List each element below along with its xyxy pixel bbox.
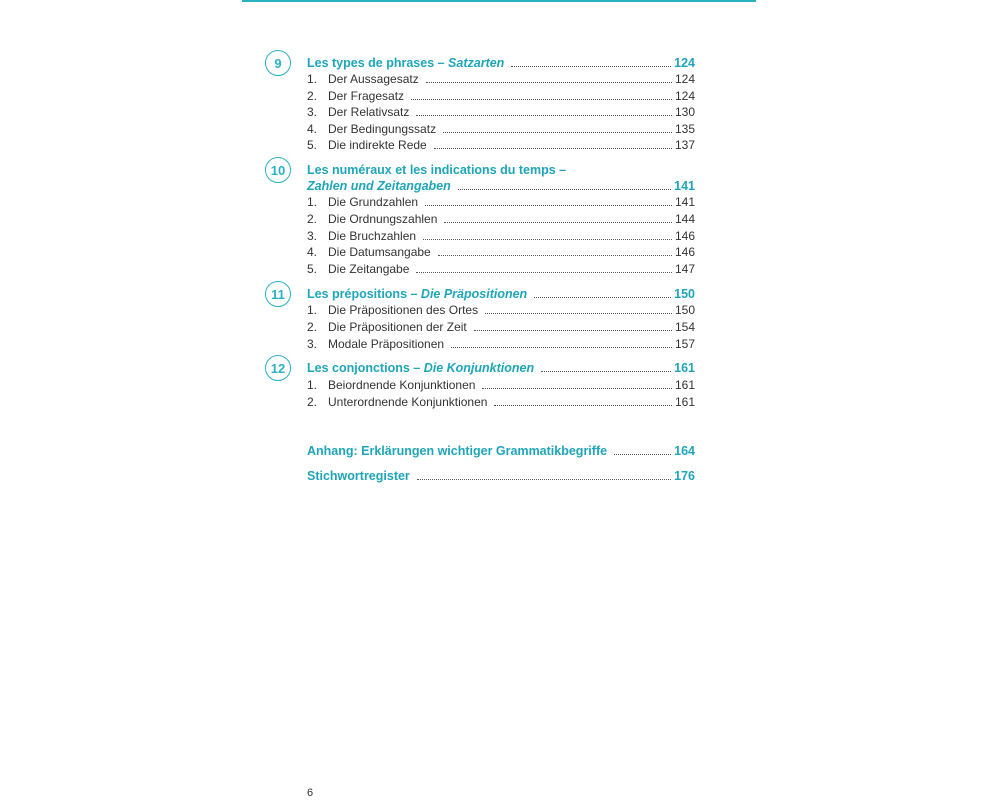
page-ref: 161	[674, 361, 695, 375]
appendix-label: Anhang: Erklärungen wichtiger Grammatikbegriffe	[307, 444, 608, 458]
dot-leader	[425, 205, 672, 206]
dot-leader	[451, 347, 672, 348]
toc-entry[interactable]	[307, 244, 695, 260]
dot-leader	[482, 388, 672, 389]
dot-leader	[416, 272, 672, 273]
page-ref: 150	[674, 287, 695, 301]
entry-label: Die Präpositionen des Ortes	[328, 303, 479, 317]
page-ref: 124	[674, 89, 695, 103]
page-ref: 147	[674, 262, 695, 276]
toc-entry[interactable]	[307, 228, 695, 244]
dot-leader	[434, 148, 672, 149]
entry-label: Die Zeitangabe	[328, 262, 410, 276]
chapter-title	[307, 55, 504, 71]
entry-number: 4.	[307, 122, 318, 136]
dot-leader	[511, 66, 671, 67]
dot-leader	[485, 313, 672, 314]
page-ref: 161	[674, 395, 695, 409]
chapter-title-line[interactable]: Les numéraux et les indications du temps –	[307, 163, 567, 177]
dot-leader	[438, 255, 672, 256]
entry-number: 3.	[307, 337, 318, 351]
toc-entry[interactable]	[307, 261, 695, 277]
page-ref: 144	[674, 212, 695, 226]
page-ref: 124	[674, 56, 695, 70]
chapter-title-text: Les prépositions –	[307, 287, 421, 301]
page-ref: 130	[674, 105, 695, 119]
index-row[interactable]	[307, 468, 695, 484]
page-ref: 137	[674, 138, 695, 152]
index-label: Stichwortregister	[307, 469, 410, 483]
toc-entry[interactable]	[307, 336, 695, 352]
chapter-title-text: Les types de phrases –	[307, 56, 449, 70]
dot-leader	[443, 132, 672, 133]
entry-number: 2.	[307, 395, 318, 409]
entry-label: Beiordnende Konjunktionen	[328, 378, 476, 392]
entry-label: Unterordnende Konjunktionen	[328, 395, 488, 409]
entry-label: Der Bedingungssatz	[328, 122, 437, 136]
chapter-title	[307, 286, 527, 302]
entry-label: Die indirekte Rede	[328, 138, 427, 152]
dot-leader	[423, 239, 672, 240]
page-ref: 150	[674, 303, 695, 317]
toc-entry[interactable]	[307, 394, 695, 410]
entry-number: 5.	[307, 138, 318, 152]
toc-entry[interactable]	[307, 319, 695, 335]
page-ref: 141	[674, 179, 695, 193]
entry-label: Der Aussagesatz	[328, 72, 419, 86]
dot-leader	[541, 371, 671, 372]
entry-label: Die Grundzahlen	[328, 195, 419, 209]
toc-entry[interactable]	[307, 194, 695, 210]
entry-label: Die Bruchzahlen	[328, 229, 417, 243]
dot-leader	[458, 189, 671, 190]
entry-label: Die Ordnungszahlen	[328, 212, 438, 226]
page-ref: 176	[674, 469, 695, 483]
top-rule	[242, 0, 756, 2]
page-ref: 157	[674, 337, 695, 351]
dot-leader	[494, 405, 672, 406]
page-ref: 146	[674, 229, 695, 243]
dot-leader	[444, 222, 672, 223]
entry-number: 5.	[307, 262, 318, 276]
toc-entry[interactable]	[307, 211, 695, 227]
chapter-number-badge: 10	[265, 157, 291, 183]
page-ref: 161	[674, 378, 695, 392]
chapter-title-italic: Die Konjunktionen	[423, 361, 535, 375]
toc-entry[interactable]	[307, 121, 695, 137]
dot-leader	[416, 115, 672, 116]
chapter-title-row[interactable]	[307, 178, 695, 194]
dot-leader	[614, 454, 671, 455]
toc-entry[interactable]	[307, 137, 695, 153]
entry-label: Der Fragesatz	[328, 89, 405, 103]
chapter-title-row[interactable]	[307, 286, 695, 302]
entry-number: 1.	[307, 72, 318, 86]
dot-leader	[411, 99, 672, 100]
entry-number: 3.	[307, 105, 318, 119]
page-ref: 141	[674, 195, 695, 209]
page-ref: 146	[674, 245, 695, 259]
entry-number: 1.	[307, 378, 318, 392]
chapter-title-italic: Zahlen und Zeitangaben	[307, 179, 451, 193]
chapter-number-badge: 12	[265, 355, 291, 381]
page-ref: 164	[674, 444, 695, 458]
dot-leader	[534, 297, 671, 298]
page-ref: 135	[674, 122, 695, 136]
page-ref: 154	[674, 320, 695, 334]
chapter-title-text: Les conjonctions –	[307, 361, 424, 375]
entry-number: 4.	[307, 245, 318, 259]
toc-entry[interactable]	[307, 377, 695, 393]
toc-entry[interactable]	[307, 88, 695, 104]
chapter-title-italic: Die Präpositionen	[420, 287, 528, 301]
entry-number: 3.	[307, 229, 318, 243]
chapter-title	[307, 360, 534, 376]
entry-number: 2.	[307, 212, 318, 226]
page-ref: 124	[674, 72, 695, 86]
chapter-title-italic: Satzarten	[448, 56, 505, 70]
entry-number: 2.	[307, 89, 318, 103]
entry-label: Der Relativsatz	[328, 105, 410, 119]
entry-number: 1.	[307, 195, 318, 209]
chapter-number-badge: 9	[265, 50, 291, 76]
chapter-title-row[interactable]	[307, 55, 695, 71]
chapter-title-row[interactable]	[307, 360, 695, 376]
dot-leader	[426, 82, 672, 83]
toc-entry[interactable]	[307, 104, 695, 120]
chapter-number-badge: 11	[265, 281, 291, 307]
page-number: 6	[307, 787, 314, 799]
entry-label: Die Präpositionen der Zeit	[328, 320, 467, 334]
appendix-row[interactable]	[307, 443, 695, 459]
entry-number: 2.	[307, 320, 318, 334]
entry-label: Die Datumsangabe	[328, 245, 431, 259]
dot-leader	[474, 330, 672, 331]
dot-leader	[417, 479, 671, 480]
entry-label: Modale Präpositionen	[328, 337, 445, 351]
entry-number: 1.	[307, 303, 318, 317]
toc-entry[interactable]	[307, 302, 695, 318]
toc-entry[interactable]	[307, 71, 695, 87]
